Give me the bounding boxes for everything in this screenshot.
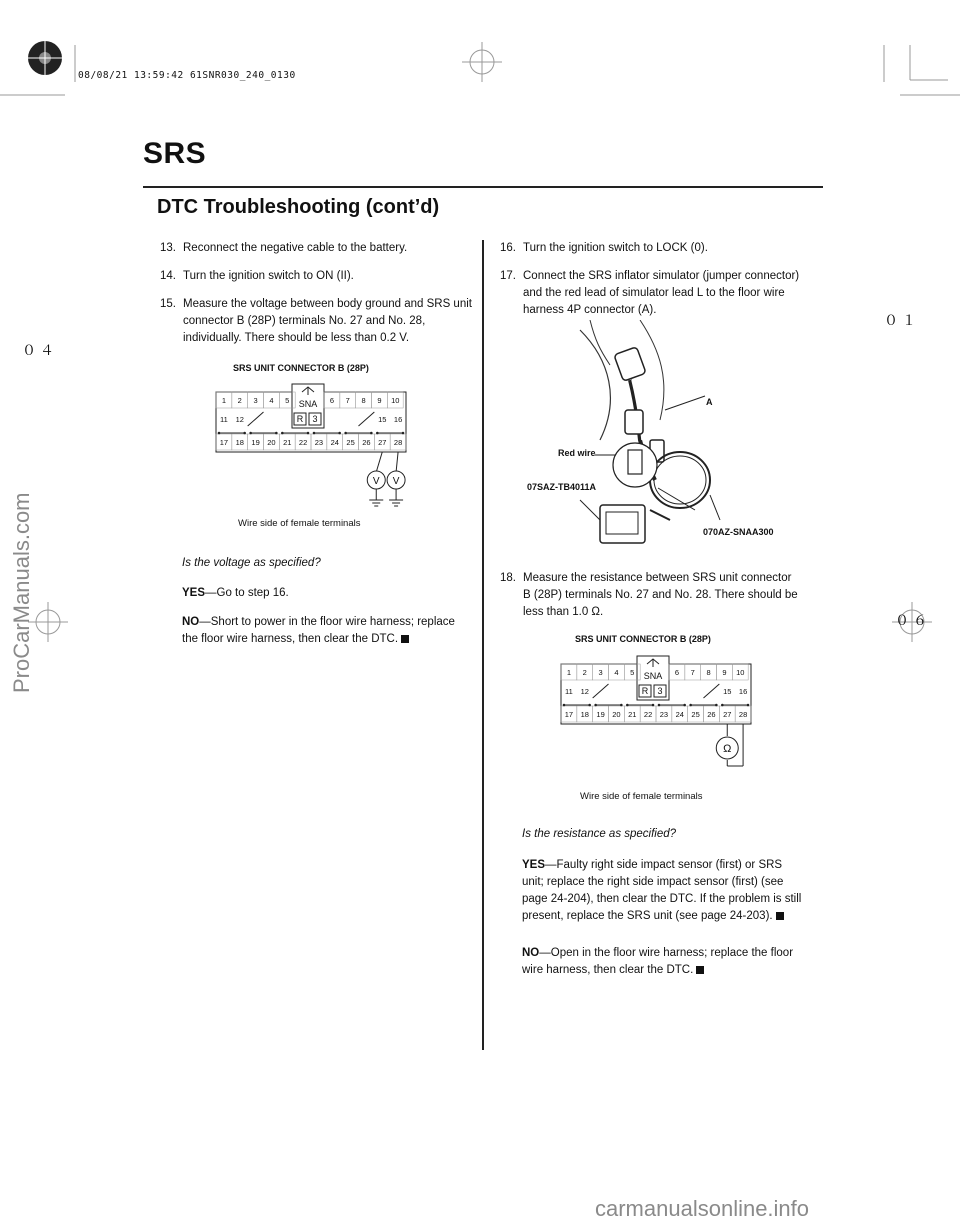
terminal-number: 28 [393, 438, 403, 447]
terminal-number: 27 [378, 438, 387, 447]
terminal-number: 1 [566, 668, 572, 677]
shorting-bar-dot [344, 432, 347, 435]
terminal-number: 25 [346, 438, 355, 447]
shorting-bar-dot [243, 432, 246, 435]
terminal-number: 16 [738, 687, 748, 696]
watermark-left: ProCarManuals.com [9, 492, 34, 693]
step-text: Measure the resistance between SRS unit connector B (28P) terminals No. 27 and No. 28. There should be less than 1.0 Ω. [523, 572, 798, 618]
question-left: Is the voltage as specified? [182, 557, 321, 569]
shorting-bar-dot [652, 704, 655, 707]
shorting-bar-dot [275, 432, 278, 435]
terminal-number: 18 [235, 438, 244, 447]
shorting-bar-dot [721, 704, 724, 707]
connector-r-label: R [296, 414, 304, 424]
terminal-number: 9 [377, 396, 382, 405]
step-number: 17. [500, 270, 516, 282]
header-rule [143, 186, 823, 188]
connector-key-label: SNA [298, 399, 318, 409]
end-mark-icon [401, 635, 409, 643]
connector-key-label: SNA [643, 671, 663, 681]
yes-text: Go to step 16. [216, 587, 289, 599]
terminal-number: 20 [267, 438, 276, 447]
step-number: 15. [160, 298, 176, 310]
label-red-wire: Red wire [558, 448, 596, 458]
terminal-number: 12 [235, 415, 244, 424]
terminal-number: 22 [298, 438, 308, 447]
shorting-bar-dot [747, 704, 750, 707]
shorting-bar-dot [281, 432, 284, 435]
probe-lead [376, 452, 382, 472]
connector-title-right: SRS UNIT CONNECTOR B (28P) [575, 634, 711, 644]
terminal-number: 10 [391, 396, 400, 405]
terminal-number: 21 [628, 710, 637, 719]
terminal-number: 4 [269, 396, 274, 405]
terminal-number: 23 [314, 438, 324, 447]
terminal-number: 23 [659, 710, 669, 719]
terminal-number: 11 [220, 415, 228, 424]
connector-diagram-left [214, 380, 414, 520]
yes-label: YES [522, 859, 546, 871]
connector-3-label: 3 [657, 686, 663, 696]
shorting-bar-dot [249, 432, 252, 435]
shorting-bar-dot [594, 704, 597, 707]
step-text: Measure the voltage between body ground and SRS unit connector B (28P) terminals No. 27 and No. 28, individually. There should be less than 0.2 V. [183, 298, 472, 344]
column-divider [482, 240, 484, 1050]
terminal-number: 11 [565, 687, 573, 696]
answer-yes-left: YES—Go to step 16. [182, 587, 289, 599]
shorting-bar-dot [218, 432, 221, 435]
no-text: Open in the floor wire harness; replace the floor wire harness, then clear the DTC. [522, 947, 794, 976]
step-number: 16. [500, 242, 516, 254]
terminal-number: 19 [596, 710, 605, 719]
terminal-number: 19 [251, 438, 260, 447]
terminal-number: 4 [614, 668, 619, 677]
terminal-number: 21 [283, 438, 292, 447]
step-17 [500, 268, 800, 319]
end-mark-icon [776, 912, 784, 920]
side-mark-right-top: ０１ [884, 313, 920, 329]
step-13 [160, 240, 480, 257]
step-number: 14. [160, 270, 176, 282]
label-tool-07saz: 07SAZ-TB4011A [527, 482, 597, 492]
terminal-number: 16 [393, 415, 403, 424]
terminal-number: 3 [253, 396, 258, 405]
terminal-number: 18 [580, 710, 589, 719]
shorting-bar-dot [588, 704, 591, 707]
terminal-number: 12 [580, 687, 589, 696]
shorting-bar-dot [370, 432, 373, 435]
shorting-bar-dot [658, 704, 661, 707]
page-subtitle: DTC Troubleshooting (cont’d) [157, 196, 440, 218]
step-number: 18. [500, 572, 516, 584]
yes-label: YES [182, 587, 206, 599]
shorting-bar-dot [338, 432, 341, 435]
shorting-bar-dot [626, 704, 629, 707]
end-mark-icon [696, 966, 704, 974]
step-14 [160, 268, 480, 285]
terminal-number: 5 [630, 668, 635, 677]
terminal-number: 26 [362, 438, 371, 447]
connector-caption-left: Wire side of female terminals [238, 518, 361, 529]
step-text: Turn the ignition switch to LOCK (0). [523, 242, 708, 254]
side-mark-left: ０４ [22, 343, 58, 359]
terminal-number: 9 [722, 668, 727, 677]
label-tool-070az: 070AZ-SNAA300 [703, 527, 774, 537]
step-text: Reconnect the negative cable to the battery. [183, 242, 408, 254]
terminal-number: 28 [738, 710, 748, 719]
terminal-number: 24 [675, 710, 684, 719]
terminal-number: 22 [643, 710, 653, 719]
terminal-number: 6 [329, 396, 335, 405]
terminal-number: 20 [612, 710, 621, 719]
connector-caption-right: Wire side of female terminals [580, 791, 703, 802]
shorting-bar-dot [376, 432, 379, 435]
step-18 [500, 570, 800, 621]
terminal-number: 8 [706, 668, 711, 677]
terminal-number: 7 [690, 668, 695, 677]
shorting-bar-dot [307, 432, 310, 435]
connector-r-label: R [641, 686, 649, 696]
terminal-number: 5 [285, 396, 290, 405]
terminal-number: 1 [221, 396, 227, 405]
connector-title-left: SRS UNIT CONNECTOR B (28P) [233, 363, 369, 373]
answer-no-left: NO—Short to power in the floor wire harness; replace the floor wire harness, then clear the DTC. [182, 616, 455, 645]
answer-yes-right: YES—Faulty right side impact sensor (first) or SRS unit; replace the right side impact sensor (first) (see page 24-204), then clear the DTC. If the problem is still present, replace the SRS unit (see page 24-203). [522, 859, 802, 922]
terminal-number: 2 [237, 396, 242, 405]
terminal-number: 25 [691, 710, 700, 719]
yes-text: Faulty right side impact sensor (first) or SRS unit; replace the right side impact sensor (first) (see page 24-204), then clear the DTC. If the problem is still present, replace the SRS unit (see page 24-203). [522, 859, 802, 922]
shorting-bar-dot [402, 432, 405, 435]
terminal-number: 8 [361, 396, 366, 405]
terminal-number: 3 [598, 668, 603, 677]
terminal-number: 24 [330, 438, 339, 447]
terminal-number: 15 [723, 687, 732, 696]
voltmeter-symbol: V [392, 476, 400, 487]
terminal-number: 10 [736, 668, 745, 677]
shorting-bar-dot [683, 704, 686, 707]
step-15 [160, 296, 475, 347]
probe-lead [396, 452, 398, 472]
terminal-number: 6 [674, 668, 680, 677]
shorting-bar-dot [715, 704, 718, 707]
question-right: Is the resistance as specified? [522, 828, 677, 840]
step-number: 13. [160, 242, 176, 254]
no-text: Short to power in the floor wire harness; replace the floor wire harness, then clear the DTC. [182, 616, 455, 645]
shorting-bar-dot [689, 704, 692, 707]
terminal-number: 27 [723, 710, 732, 719]
print-stamp: 08/08/21 13:59:42 61SNR030_240_0130 [78, 70, 296, 81]
terminal-number: 15 [378, 415, 387, 424]
watermark-bottom: carmanualsonline.info [595, 1196, 810, 1221]
connector-3-label: 3 [312, 414, 318, 424]
terminal-number: 2 [582, 668, 587, 677]
side-mark-right-bottom: ０６ [895, 613, 931, 629]
shorting-bar-dot [563, 704, 566, 707]
ohmmeter-symbol: Ω [723, 743, 732, 755]
label-a: A [706, 397, 713, 407]
no-label: NO [522, 947, 540, 959]
connector-diagram-right [559, 652, 759, 792]
terminal-number: 17 [219, 438, 229, 447]
section-title: SRS [143, 137, 207, 170]
shorting-bar-dot [620, 704, 623, 707]
no-label: NO [182, 616, 200, 628]
terminal-number: 7 [345, 396, 350, 405]
voltmeter-symbol: V [372, 476, 380, 487]
answer-no-right: NO—Open in the floor wire harness; replace the floor wire harness, then clear the DTC. [522, 947, 794, 976]
simulator-illustration [520, 320, 790, 550]
step-16 [500, 240, 820, 257]
step-text: Turn the ignition switch to ON (II). [183, 270, 354, 282]
step-text: Connect the SRS inflator simulator (jumper connector) and the red lead of simulator lead L to the floor wire harness 4P connector (A). [523, 270, 800, 316]
terminal-number: 17 [564, 710, 574, 719]
shorting-bar-dot [313, 432, 316, 435]
terminal-number: 26 [707, 710, 716, 719]
